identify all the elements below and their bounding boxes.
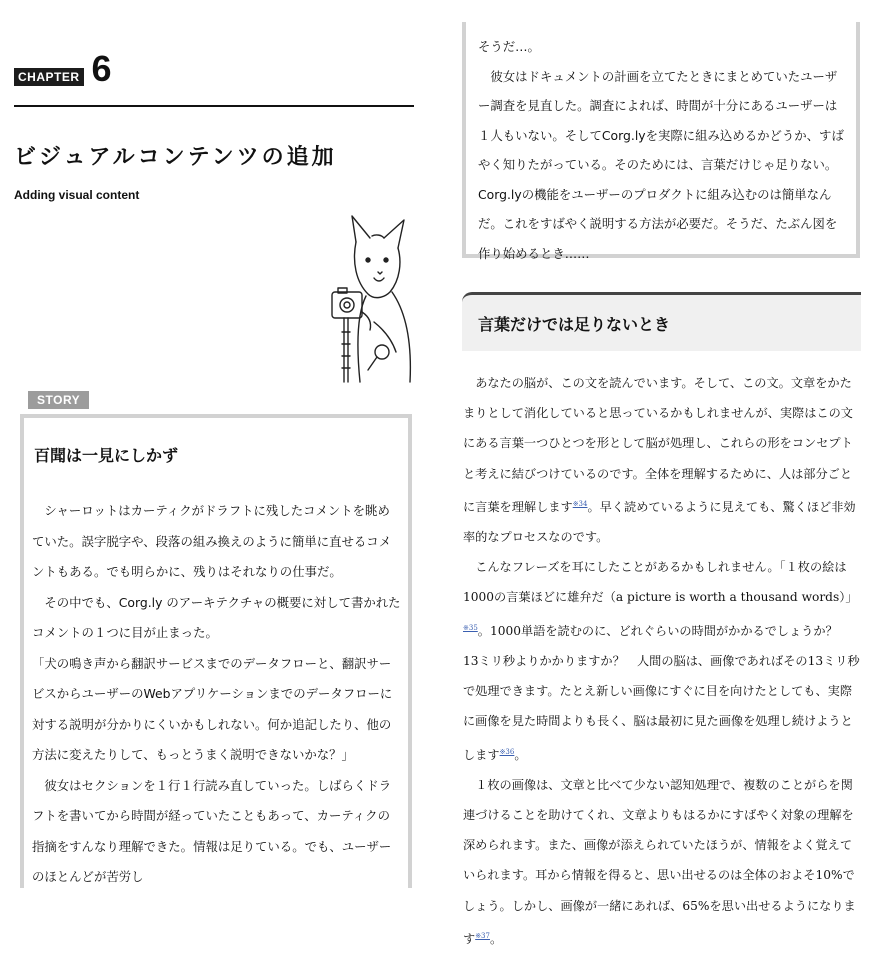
footnote-ref-37[interactable]: ※37 xyxy=(475,931,490,940)
corgi-camera-illustration xyxy=(326,212,418,384)
chapter-heading xyxy=(14,48,112,89)
story-paragraph: 彼女はセクションを１行１行読み直していった。しばらくドラフトを書いてから時間が経っていたこともあって、カーティクの指摘をすんなり理解できた。情報は足りている。でも、ユーザーのほとんどが苦労し xyxy=(32,777,392,884)
chapter-label: CHAPTER xyxy=(14,68,84,86)
story-badge: STORY xyxy=(28,391,89,409)
story-heading: 百聞は一見にしかず xyxy=(34,446,179,465)
section-heading-bar xyxy=(462,292,861,351)
story-paragraph: シャーロットはカーティクがドラフトに残したコメントを眺めていた。誤字脱字や、段落の組み換えのように簡単に直せるコメントもある。でも明らかに、残りはそれなりの仕事だ。 xyxy=(32,503,392,579)
story-box xyxy=(20,414,412,888)
body-paragraph: １枚の画像は、文章と比べて少ない認知処理で、複数のことがらを関連づけることを助けてくれ、文章よりもはるかにすばやく対象の理解を深められます。また、画像が添えられていたほうが、情報をよく覚えていられます。耳から情報を得ると、思い出せるのは全体のおよそ10%でしょう。しかし、画像が一緒にあれば、65%を思い出せるようになります$^{※37}$。 xyxy=(463,777,856,946)
story-paragraph: そうだ…。 xyxy=(478,39,540,54)
body-paragraph: あなたの脳が、この文を読んでいます。そして、この文。文章をかたまりとして消化していると思っているかもしれませんが、実際はこの文にある言葉一つひとつを形として脳が処理し、これらの形をコンセプトと考えに結びつけているのです。全体を理解するために、人は部分ごとに言葉を理解します$^{※34}$。早く読めているように見えても、驚くほど非効率的なプロセスなのです。 xyxy=(463,376,856,545)
story-paragraph: 「犬の鳴き声から翻訳サービスまでのデータフローと、翻訳サービスからユーザーのWebアプリケーションまでのデータフローに対する説明が分かりにくいかもしれない。何か追記したり、他の方法に変えたりして、もっとうまく説明できないかな？」 xyxy=(32,655,393,762)
chapter-rule xyxy=(14,105,414,107)
story-continued-box xyxy=(462,22,860,261)
story-paragraph: 彼女はドキュメントの計画を立てたときにまとめていたユーザー調査を見直した。調査によれば、時間が十分にあるユーザーは１人もいない。そしてCorg.lyを実際に組み込めるかどうか、すばやく知りたがっている。そのためには、言葉だけじゃ足りない。Corg.lyの機能をユーザーのプロダクトに組み込むのは簡単なんだ。これをすばやく説明する方法が必要だ。そうだ、たぶん図を作り始めるとき…… xyxy=(478,68,844,261)
footnote-ref-34[interactable]: ※34 xyxy=(572,499,588,508)
body-paragraph: こんなフレーズを耳にしたことがあるかもしれません。「１枚の絵は1000の言葉ほどに雄弁だ（a picture is worth a thousand words）」$^{※35}$。1000単語を読むのに、どれぐらいの時間がかかるでしょうか？ 13ミリ秒よりかかりますか？ 人間の脳は、画像であればその13ミリ秒で処理できます。たとえ新しい画像にすぐに目を向けたとしても、実際に画像を見た時間よりも長く、脳は最初に見た画像を処理し続けようとします$^{※36}$。 xyxy=(463,560,860,762)
chapter-number: 6 xyxy=(91,48,112,89)
story-continued-body xyxy=(478,32,846,268)
chapter-subtitle: Adding visual content xyxy=(14,188,140,202)
section-heading: 言葉だけでは足りないとき xyxy=(478,315,671,334)
footnote-ref-36[interactable]: ※36 xyxy=(499,747,515,756)
chapter-title: ビジュアルコンテンツの追加 xyxy=(14,145,337,170)
story-paragraph: その中でも、Corg.ly のアーキテクチャの概要に対して書かれたコメントの１つに目が止まった。 xyxy=(32,594,401,640)
footnote-ref-35[interactable]: ※35 xyxy=(463,623,478,632)
section-body xyxy=(463,368,863,954)
story-body xyxy=(32,496,402,893)
